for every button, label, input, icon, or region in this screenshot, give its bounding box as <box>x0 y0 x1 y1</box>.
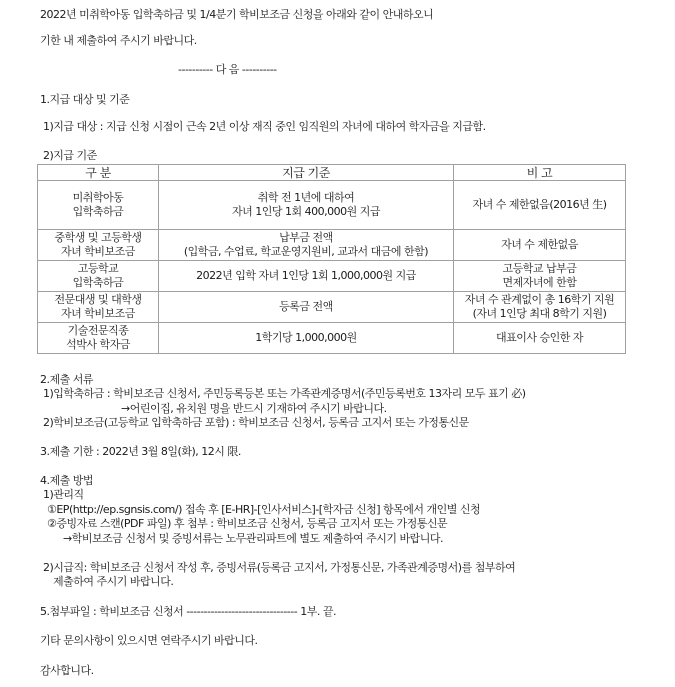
table-row <box>38 261 626 292</box>
row-criteria <box>159 323 454 354</box>
row-note <box>454 292 626 323</box>
category-line: 자녀 학비보조금 <box>61 307 135 320</box>
intro-divider: ---------- 다 음 ---------- <box>178 63 277 76</box>
category-line: 입학축하금 <box>72 276 124 289</box>
category-line: 자녀 학비보조금 <box>61 245 135 258</box>
table-row <box>38 181 626 230</box>
section-2-item-1-note: →어린이집, 유치원 명을 반드시 기재하여 주시기 바랍니다. <box>121 402 387 415</box>
closing-thanks: 감사합니다. <box>40 664 94 677</box>
criteria-line: 1학기당 1,000,000원 <box>255 331 357 344</box>
category-line: 전문대생 및 대학생 <box>54 293 142 306</box>
section-1-criteria-title: 2)지급 기준 <box>43 149 97 162</box>
table-row <box>38 292 626 323</box>
section-4-title: 4.제출 방법 <box>40 474 93 487</box>
header-criteria: 지급 기준 <box>159 165 454 181</box>
category-line: 고등학교 <box>77 262 119 275</box>
section-4-step-2-note: →학비보조금 신청서 및 증빙서류는 노무관리파트에 별도 제출하여 주시기 바랍니다. <box>63 532 443 545</box>
section-1-title: 1.지급 대상 및 기준 <box>40 93 130 106</box>
criteria-line: 2022년 입학 자녀 1인당 1회 1,000,000원 지급 <box>196 269 416 282</box>
table-row <box>38 323 626 354</box>
criteria-line: 취학 전 1년에 대하여 <box>257 191 355 204</box>
row-category <box>38 323 159 354</box>
section-1-target: 1)지급 대상 : 지급 신청 시점이 근속 2년 이상 재직 중인 임직원의 자녀에 대하여 학자금을 지급함. <box>43 120 486 133</box>
row-category <box>38 292 159 323</box>
category-line: 석박사 학자금 <box>66 338 130 351</box>
section-4-sub-2-line-2: 제출하여 주시기 바랍니다. <box>53 575 174 588</box>
closing-inquiry: 기타 문의사항이 있으시면 연락주시기 바랍니다. <box>40 634 258 647</box>
row-category <box>38 261 159 292</box>
note-line: 자녀 수 제한없음(2016년 生) <box>472 198 607 211</box>
row-note <box>454 261 626 292</box>
section-2-item-1: 1)입학축하금 : 학비보조금 신청서, 주민등록등본 또는 가족관계증명서(주민등록번호 13자리 모두 표기 必) <box>43 387 526 400</box>
note-line: 고등학교 납부금 <box>502 262 577 275</box>
row-criteria <box>159 261 454 292</box>
category-line: 입학축하금 <box>72 205 124 218</box>
table-header-row <box>38 165 626 181</box>
row-criteria <box>159 292 454 323</box>
section-3-deadline: 3.제출 기한 : 2022년 3월 8일(화), 12시 限. <box>40 445 241 458</box>
criteria-line: (입학금, 수업료, 학교운영지원비, 교과서 대금에 한함) <box>183 245 429 258</box>
note-line: 자녀 수 관계없이 총 16학기 지원 <box>464 293 615 306</box>
intro-line-1: 2022년 미취학아동 입학축하금 및 1/4분기 학비보조금 신청을 아래와 같이 안내하오니 <box>40 8 434 21</box>
row-criteria <box>159 230 454 261</box>
row-category <box>38 181 159 230</box>
section-4-sub-1: 1)관리직 <box>43 488 84 501</box>
criteria-table <box>37 164 626 354</box>
header-category: 구 분 <box>38 165 159 181</box>
row-note <box>454 181 626 230</box>
row-category <box>38 230 159 261</box>
criteria-line: 자녀 1인당 1회 400,000원 지급 <box>232 205 380 218</box>
note-line: (자녀 1인당 최대 8학기 지원) <box>472 307 607 320</box>
section-5-attachment: 5.첨부파일 : 학비보조금 신청서 -------------------------------- 1부. 끝. <box>40 605 336 618</box>
row-criteria <box>159 181 454 230</box>
row-note <box>454 230 626 261</box>
criteria-line: 등록금 전액 <box>279 300 333 313</box>
section-2-item-2: 2)학비보조금(고등학교 입학축하금 포함) : 학비보조금 신청서, 등록금 고지서 또는 가정통신문 <box>43 416 469 429</box>
intro-line-2: 기한 내 제출하여 주시기 바랍니다. <box>40 34 197 47</box>
note-line: 대표이사 승인한 자 <box>495 331 583 344</box>
section-2-title: 2.제출 서류 <box>40 373 93 386</box>
row-note <box>454 323 626 354</box>
header-note: 비 고 <box>454 165 626 181</box>
section-4-step-1: ①EP(http://ep.sgnsis.com/) 접속 후 [E-HR]-[인사서비스]-[학자금 신청] 항목에서 개인별 신청 <box>47 503 481 516</box>
section-4-sub-2-line-1: 2)시급직: 학비보조금 신청서 작성 후, 증빙서류(등록금 고지서, 가정통신문, 가족관계증명서)를 첨부하여 <box>43 561 516 574</box>
table-row <box>38 230 626 261</box>
category-line: 기술전문직종 <box>67 324 129 337</box>
note-line: 면제자녀에 한함 <box>502 276 577 289</box>
category-line: 중학생 및 고등학생 <box>54 231 142 244</box>
criteria-line: 납부금 전액 <box>279 231 333 244</box>
note-line: 자녀 수 제한없음 <box>501 238 578 251</box>
category-line: 미취학아동 <box>72 191 124 204</box>
section-4-step-2: ②증빙자료 스캔(PDF 파일) 후 첨부 : 학비보조금 신청서, 등록금 고지서 또는 가정통신문 <box>47 517 448 530</box>
